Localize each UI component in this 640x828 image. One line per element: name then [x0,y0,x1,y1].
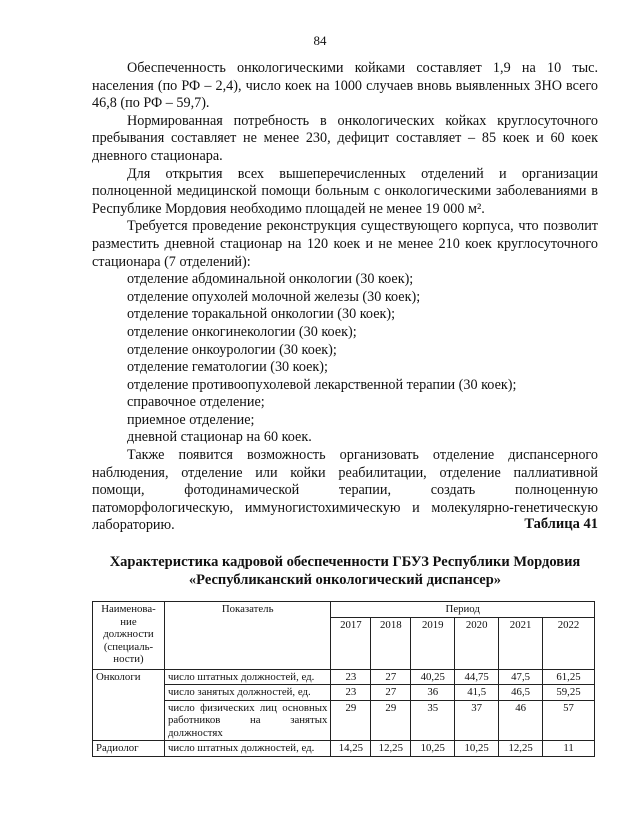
value-cell: 10,25 [411,741,455,757]
indicator-cell: число занятых должностей, ед. [164,685,330,701]
value-cell: 29 [371,700,411,741]
list-item: справочное отделение; [127,394,265,411]
value-cell: 59,25 [543,685,595,701]
list-item: отделение опухолей молочной железы (30 коек); [127,288,421,305]
paragraph: Обеспеченность онкологическими койками составляет 1,9 на 10 тыс. населения (по РФ – 2,4), число коек на 1000 случаев вновь выявленных ЗНО всего 46,8 (по РФ – 59,7). [92,60,598,112]
table-title: Характеристика кадровой обеспеченности ГБУЗ Республики Мордовия «Республиканский онкологический диспансер» [109,554,581,588]
value-cell: 44,75 [455,669,499,685]
paragraph: Требуется проведение реконструкция существующего корпуса, что позволит разместить дневной стационар на 120 коек и не менее 210 коек круглосуточного стационара (7 отделений): [92,218,598,270]
indicator-cell: число штатных должностей, ед. [164,669,330,685]
value-cell: 12,25 [371,741,411,757]
year-header: 2021 [499,617,543,669]
header-position: Наименова-ние должности (специаль-ности) [93,602,165,670]
year-header: 2022 [543,617,595,669]
value-cell: 27 [371,685,411,701]
value-cell: 46 [499,700,543,741]
value-cell: 10,25 [455,741,499,757]
table-row [93,700,595,741]
table-row [93,669,595,685]
value-cell: 27 [371,669,411,685]
staffing-table [92,601,595,757]
value-cell: 23 [331,669,371,685]
paragraph: Нормированная потребность в онкологических койках круглосуточного пребывания составляет не менее 230, дефицит составляет – 85 коек и 60 коек дневного стационара. [92,112,598,164]
value-cell: 35 [411,700,455,741]
paragraph: Также появится возможность организовать отделение диспансерного наблюдения, отделение или койки реабилитации, отделение паллиативной помощи, фотодинамической терапии, создать полноценную патоморфологическую, иммуногистохимическую и молекулярно-генетическую лабораторию. [92,447,598,534]
table-label: Таблица 41 [524,516,598,532]
page-number: 84 [313,33,327,48]
position-cell: Онкологи [93,669,165,741]
list-item: отделение противоопухолевой лекарственной терапии (30 коек); [127,376,517,393]
list-item: дневной стационар на 60 коек. [127,429,312,446]
value-cell: 36 [411,685,455,701]
value-cell: 23 [331,685,371,701]
position-cell: Радиолог [93,741,165,757]
indicator-cell: число физических лиц основных работников на занятых должностях [164,700,330,741]
value-cell: 41,5 [455,685,499,701]
list-item: приемное отделение; [127,411,255,428]
table-row [93,741,595,757]
value-cell: 11 [543,741,595,757]
indicator-cell: число штатных должностей, ед. [164,741,330,757]
value-cell: 47,5 [499,669,543,685]
table-row [93,685,595,701]
value-cell: 57 [543,700,595,741]
list-item: отделение онкоурологии (30 коек); [127,341,337,358]
value-cell: 46,5 [499,685,543,701]
list-item: отделение гематологии (30 коек); [127,359,328,376]
value-cell: 29 [331,700,371,741]
paragraph: Для открытия всех вышеперечисленных отделений и организации полноценной медицинской помощи больным с онкологическими заболеваниями в Республике Мордовия необходимо площадей не менее 19 000 м². [92,165,598,217]
year-header: 2019 [411,617,455,669]
year-header: 2018 [371,617,411,669]
header-indicator: Показатель [164,602,330,670]
value-cell: 14,25 [331,741,371,757]
year-header: 2017 [331,617,371,669]
value-cell: 40,25 [411,669,455,685]
list-item: отделение торакальной онкологии (30 коек); [127,306,396,323]
header-period: Период [331,602,595,618]
body-text [92,60,598,535]
list-item: отделение абдоминальной онкологии (30 коек); [127,271,414,288]
year-header: 2020 [455,617,499,669]
list-item: отделение онкогинекологии (30 коек); [127,323,357,340]
value-cell: 37 [455,700,499,741]
value-cell: 61,25 [543,669,595,685]
value-cell: 12,25 [499,741,543,757]
